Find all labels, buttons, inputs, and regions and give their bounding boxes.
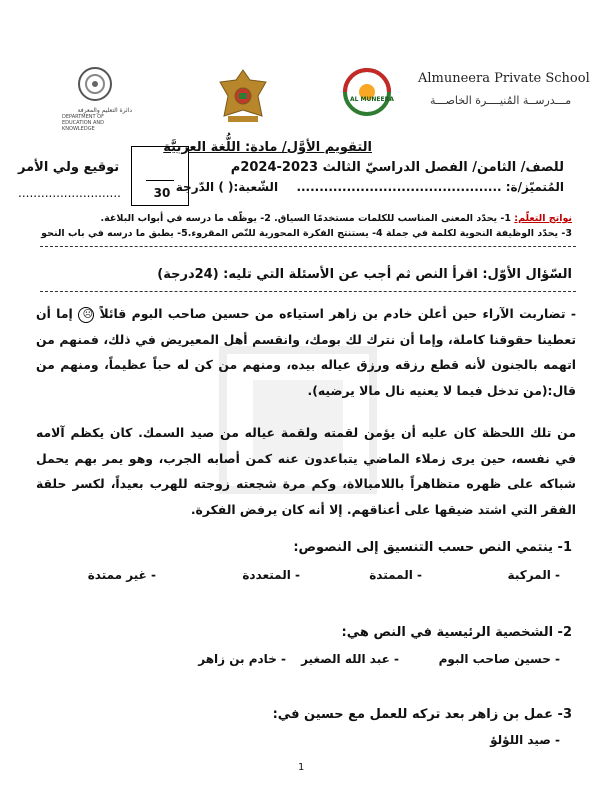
school-name-ar: مـــدرســة المُنيــــرة الخاصـــة xyxy=(430,94,572,107)
almuneera-logo-text: AL MUNEERA xyxy=(350,96,394,103)
question-2-text: 2- الشخصية الرئيسية في النص هي: xyxy=(341,625,572,640)
question-3-option-1[interactable]: - صيد اللؤلؤ xyxy=(490,733,560,747)
question-2-option-1[interactable]: - حسين صاحب البوم xyxy=(438,652,560,666)
moe-caption-ar: دائرة التعليم والمعرفة xyxy=(77,107,132,114)
outcomes-text-1: 1- يحدّد المعنى المناسب للكلمات مستخدمًا السياق. 2- يوظّف ما درسه في أبواب البلاغة. xyxy=(100,213,511,224)
school-name-en: Almuneera Private School xyxy=(418,71,590,86)
question-3-text: 3- عمل بن زاهر بعد تركه للعمل مع حسين في: xyxy=(272,707,572,722)
passage-1-part-a: - تضاربت الآراء حين أعلن خادم بن زاهر استياءه من حسين صاحب البوم قائلاً xyxy=(99,306,576,321)
moe-caption-en: DEPARTMENT OF EDUCATION AND KNOWLEDGE xyxy=(62,114,104,132)
section-grade-label: الشّعبة:( ) الدّرجة xyxy=(175,180,279,194)
outcomes-line-1 xyxy=(101,213,572,224)
divider-question xyxy=(40,291,576,292)
grade-divider xyxy=(146,180,174,181)
passage-1-part-b: إما أن تعطينا حقوقنا كاملة، وإما أن نترك لك بومك، وانقسم أهل المعيريض في ذلك، فمنهم من اتهمه بالجنون لأنه قطع رزقه ورزق عياله بيده، ومنهم من كن له حباً عظيماً، ومنهم من قال:(من تدخل فيما لا يعنيه نال مالا يرضيه). xyxy=(36,306,576,398)
grade-total: 30 xyxy=(153,186,171,200)
signature-dots: ........................... xyxy=(18,186,121,200)
question-1-text: 1- ينتمي النص حسب التنسيق إلى النصوص: xyxy=(293,540,572,555)
falcon-emblem-icon xyxy=(214,66,272,126)
question-2-option-2[interactable]: - عبد الله الصغير xyxy=(301,652,399,666)
page-number: 1 xyxy=(298,762,305,773)
question-1-option-1[interactable]: - المركبة xyxy=(507,568,560,582)
passage-paragraph-2: من تلك اللحظة كان عليه أن يؤمن لقمته ولقمة عياله من صيد السمك. كان يكظم آلامه في نفسه، حين يرى زملاء الماضي يتباعدون عنه كمن أصابه الجرب، وهو يمر بهم يحمل شباكه على ظهره متظاهراً باللامبالاة، وكم مرة شجعته زوجته للهرب بعيداً، لكسر حلقة الفقر التي اشتد ضيقها على أعناقهم. إلا أنه كان يرفض الفكرة. xyxy=(36,425,576,517)
question-one-heading: السّؤال الأوّل: اقرأ النص ثم أجب عن الأسئلة التي تليه: (24درجة) xyxy=(157,267,572,282)
uae-emblem xyxy=(214,66,272,126)
frown-face-icon: ☹ xyxy=(78,307,94,323)
parent-signature-label: توقيع ولي الأمر xyxy=(18,160,120,175)
question-1-option-3[interactable]: - المتعددة xyxy=(242,568,300,582)
outcomes-text-2: 3- يحدّد الوظيفة النحوية لكلمة في جملة 4- يستنتج الفكرة المحورية للنّص المقروء.5- يطبق ما درسه في باب النحو xyxy=(41,228,572,239)
student-name-label: المُتميّز/ة: ............................................. xyxy=(296,180,564,194)
almuneera-emblem-icon xyxy=(328,66,406,122)
moe-emblem-icon xyxy=(40,66,155,106)
divider-top xyxy=(40,246,576,247)
question-2-option-3[interactable]: - خادم بن زاهر xyxy=(198,652,286,666)
question-1-option-2[interactable]: - الممتدة xyxy=(369,568,422,582)
almuneera-logo xyxy=(328,66,406,122)
class-semester: للصف/ الثامن/ الفصل الدراسيّ الثالث 2023-2024م xyxy=(230,160,564,175)
student-section-line xyxy=(176,180,564,194)
passage-paragraph-1 xyxy=(36,301,576,403)
question-1-option-4[interactable]: - غير ممتدة xyxy=(87,568,156,582)
exam-title: التقويم الأوَّل/ مادة: اللُّغة العربيَّة xyxy=(163,140,372,155)
outcomes-label: نواتج التعلّم: xyxy=(514,213,572,224)
moe-caption xyxy=(62,108,132,132)
